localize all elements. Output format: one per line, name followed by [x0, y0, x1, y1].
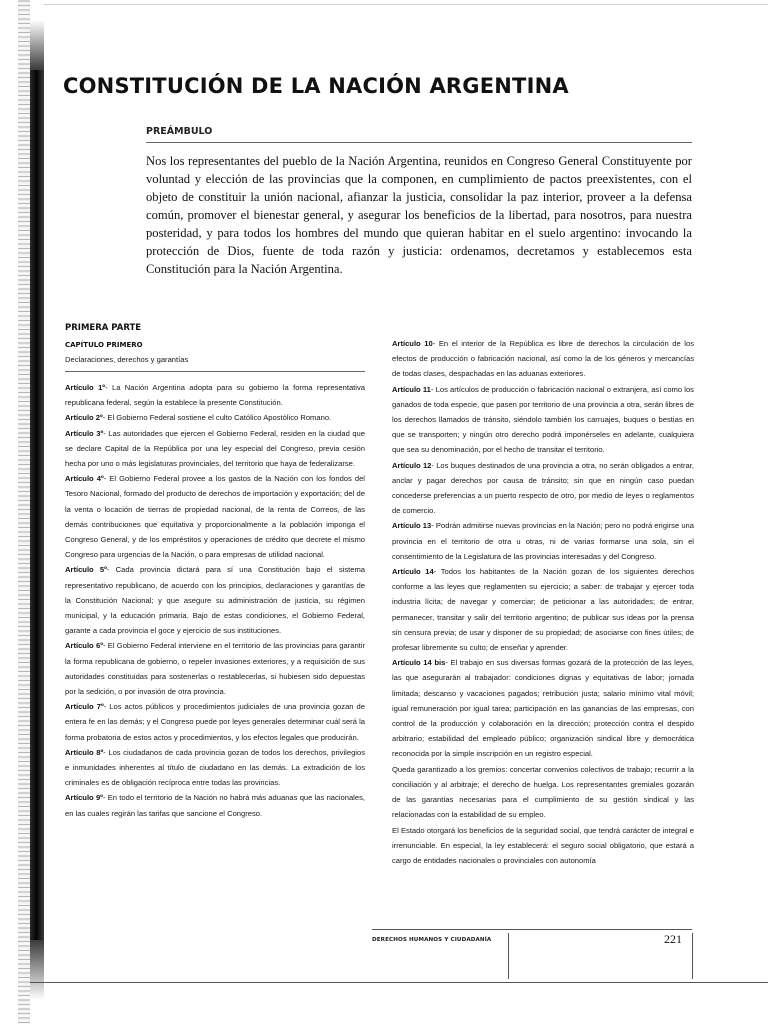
- chapter-heading: CAPÍTULO PRIMERO: [65, 341, 143, 349]
- article-text: - En el interior de la República es libre de derechos la circulación de los efectos de producción o fabricación nacional, así como la de los géneros y mercancías de todas clases, despachadas en las aduanas exteriores.: [392, 339, 694, 379]
- article-label: Artículo 10: [392, 339, 433, 348]
- article-paragraph: [65, 699, 365, 745]
- document-title: CONSTITUCIÓN DE LA NACIÓN ARGENTINA: [63, 74, 569, 98]
- article-text: - El trabajo en sus diversas formas gozará de la protección de las leyes, las que asegurarán al trabajador: condiciones dignas y equitativas de labor; jornada limitada; descanso y vacaciones pagados; retribución justa; salario mínimo vital móvil; igual remuneración por igual tarea; participación en las ganancias de las empresas, con control de la producción y colaboración en la dirección; protección contra el despido arbitrario; estabilidad del empleado público; organización sindical libre y democrática reconocida por la simple inscripción en un registro especial.: [392, 658, 694, 759]
- article-text: - Los buques destinados de una provincia a otra, no serán obligados a entrar, anclar y pagar derechos por causa de tránsito; sin que en ningún caso puedan concederse preferencias a un puerto respecto de otro, por medio de leyes o reglamentos de comercio.: [392, 460, 694, 516]
- article-text: - El Gobierno Federal interviene en el territorio de las provincias para garantir la forma republicana de gobierno, o repeler invasiones exteriores, y a requisición de sus autoridades constituidas para sostenerlas o restablecerlas, si hubiesen sido depuestas por la sedición, o por invasión de otra provincia.: [65, 641, 365, 697]
- preamble-label: PREÁMBULO: [146, 126, 213, 137]
- article-paragraph: [392, 382, 694, 458]
- preamble-divider: [146, 142, 692, 143]
- article-label: Artículo 13: [392, 521, 432, 531]
- article-text: - Todos los habitantes de la Nación gozan de los siguientes derechos conforme a las leyes que reglamenten su ejercicio; a saber: de trabajar y ejercer toda industria lícita; de navegar y comerciar; de peticionar a las autoridades; de entrar, permanecer, transitar y salir del territorio argentino; de publicar sus ideas por la prensa sin censura previa; de usar y disponer de su propiedad; de asociarse con fines útiles; de profesar libremente su culto; de enseñar y aprender.: [392, 567, 694, 653]
- article-paragraph: [65, 745, 365, 791]
- article-label: Artículo 12: [392, 460, 432, 470]
- article-label: Artículo 7º: [65, 702, 104, 712]
- article-text: El Estado otorgará los beneficios de la seguridad social, que tendrá carácter de integral e irrenunciable. En especial, la ley establecerá: el seguro social obligatorio, que estará a cargo de entidades nacionales o provinciales con autonomía: [392, 825, 694, 865]
- article-label: Artículo 6º: [65, 641, 103, 651]
- article-text: - Los artículos de producción o fabricación nacional o extranjera, así como los ganados de toda especie, que pasen por territorio de una provincia a otra, serán libres de los derechos llamados de tránsito, siéndolo también los carruajes, buques o bestias en que se transporten; y ningún otro derecho podrá imponérseles en adelante, cualquiera que sea su denominación, por el hecho de transitar el territorio.: [392, 384, 694, 455]
- article-paragraph: [392, 336, 694, 382]
- running-head: DERECHOS HUMANOS Y CIUDADANÍA: [372, 937, 492, 943]
- article-paragraph: [65, 562, 365, 638]
- article-text: - La Nación Argentina adopta para su gobierno la forma representativa republicana federal, según la establece la presente Constitución.: [65, 383, 366, 408]
- scan-binding-shadow: [0, 0, 44, 1024]
- article-paragraph: [65, 426, 365, 472]
- article-label: Artículo 1º: [65, 383, 106, 392]
- article-paragraph: [65, 638, 365, 699]
- part-heading: PRIMERA PARTE: [65, 323, 142, 333]
- page-bottom-edge: [30, 982, 768, 983]
- article-label: Artículo 3º: [65, 428, 104, 438]
- article-label: Artículo 4º: [65, 474, 104, 484]
- page-top-edge: [44, 4, 768, 5]
- article-text: - En todo el territorio de la Nación no habrá más aduanas que las nacionales, en las cuales regirán las tarifas que sancione el Congreso.: [65, 793, 365, 818]
- left-column: [65, 380, 365, 821]
- article-text: - Las autoridades que ejercen el Gobierno Federal, residen en la ciudad que se declare Capital de la República por una ley especial del Congreso, previa cesión hecha por uno o más legislaturas provinciales, del territorio que haya de federalizarse.: [65, 428, 366, 469]
- article-paragraph: [392, 564, 694, 655]
- article-paragraph: [65, 380, 365, 410]
- article-text: - Podrán admitirse nuevas provincias en la Nación; pero no podrá erigirse una provincia en el territorio de otra u otras, ni de varias formarse una sola, sin el consentimiento de la Legislatura de las provincias interesadas y del Congreso.: [392, 521, 694, 561]
- article-paragraph: [65, 790, 365, 820]
- article-label: Artículo 11: [392, 384, 431, 394]
- article-paragraph: [65, 471, 365, 562]
- footer-divider: [372, 929, 692, 930]
- article-paragraph: [392, 518, 694, 564]
- footer-tick: [508, 933, 509, 979]
- footer-tick: [692, 933, 693, 979]
- chapter-divider: [65, 371, 365, 372]
- article-paragraph: [392, 458, 694, 519]
- article-paragraph: [392, 655, 694, 761]
- article-label: Artículo 14: [392, 567, 434, 577]
- article-text: Queda garantizado a los gremios: concertar convenios colectivos de trabajo; recurrir a la conciliación y al arbitraje; el derecho de huelga. Los representantes gremiales gozarán de las garantías necesarias para el cumplimiento de su gestión sindical y las relacionadas con la estabilidad de su empleo.: [392, 764, 694, 820]
- article-paragraph: [65, 410, 365, 425]
- article-paragraph: [392, 823, 694, 869]
- article-label: Artículo 14 bis: [392, 658, 446, 668]
- right-column: [392, 336, 694, 868]
- preamble-text: Nos los representantes del pueblo de la Nación Argentina, reunidos en Congreso General Constituyente por voluntad y elección de las provincias que la componen, en cumplimiento de pactos preexistentes, con el objeto de constituir la unión nacional, afianzar la justicia, consolidar la paz interior, proveer a la defensa común, promover el bienestar general, y asegurar los beneficios de la libertad, para nosotros, para nuestra posteridad, y para todos los hombres del mundo que quieran habitar en el suelo argentino: invocando la protección de Dios, fuente de toda razón y justicia: ordenamos, decretamos y establecemos esta Constitución para la Nación Argentina.: [146, 154, 692, 276]
- article-label: Artículo 2º: [65, 413, 103, 423]
- page-number: 221: [664, 932, 682, 946]
- article-text: - Cada provincia dictará para sí una Constitución bajo el sistema representativo republicano, de acuerdo con los principios, declaraciones y garantías de la Constitución Nacional; y que asegure su administración de justicia, su régimen municipal, y la educación primaria. Bajo de estas condiciones, el Gobierno Federal, garante a cada provincia el goce y ejercicio de sus instituciones.: [65, 565, 365, 636]
- article-text: - El Gobierno Federal provee a los gastos de la Nación con los fondos del Tesoro Nacional, formado del producto de derechos de importación y exportación; del de la venta o locación de tierras de propiedad nacional, de la renta de Correos, de las demás contribuciones que equitativa y proporcionalmente a la población imponga el Congreso General, y de los empréstitos y operaciones de crédito que decrete el mismo Congreso para urgencias de la Nación, o para empresas de utilidad nacional.: [65, 474, 365, 560]
- article-label: Artículo 9º: [65, 793, 103, 803]
- article-text: - Los ciudadanos de cada provincia gozan de todos los derechos, privilegios e inmunidades inherentes al título de ciudadano en las demás. La extradición de los criminales es de obligación recíproca entre todas las provincias.: [65, 747, 365, 788]
- article-label: Artículo 8º: [65, 747, 104, 757]
- article-label: Artículo 5º: [65, 565, 107, 575]
- article-text: - El Gobierno Federal sostiene el culto Católico Apostólico Romano.: [102, 413, 332, 423]
- article-text: - Los actos públicos y procedimientos judiciales de una provincia gozan de entera fe en las demás; y el Congreso puede por leyes generales determinar cuál será la forma probatoria de estos actos y procedimientos, y los efectos legales que producirán.: [65, 702, 365, 742]
- chapter-subtitle: Declaraciones, derechos y garantías: [65, 355, 189, 364]
- article-paragraph: [392, 762, 694, 823]
